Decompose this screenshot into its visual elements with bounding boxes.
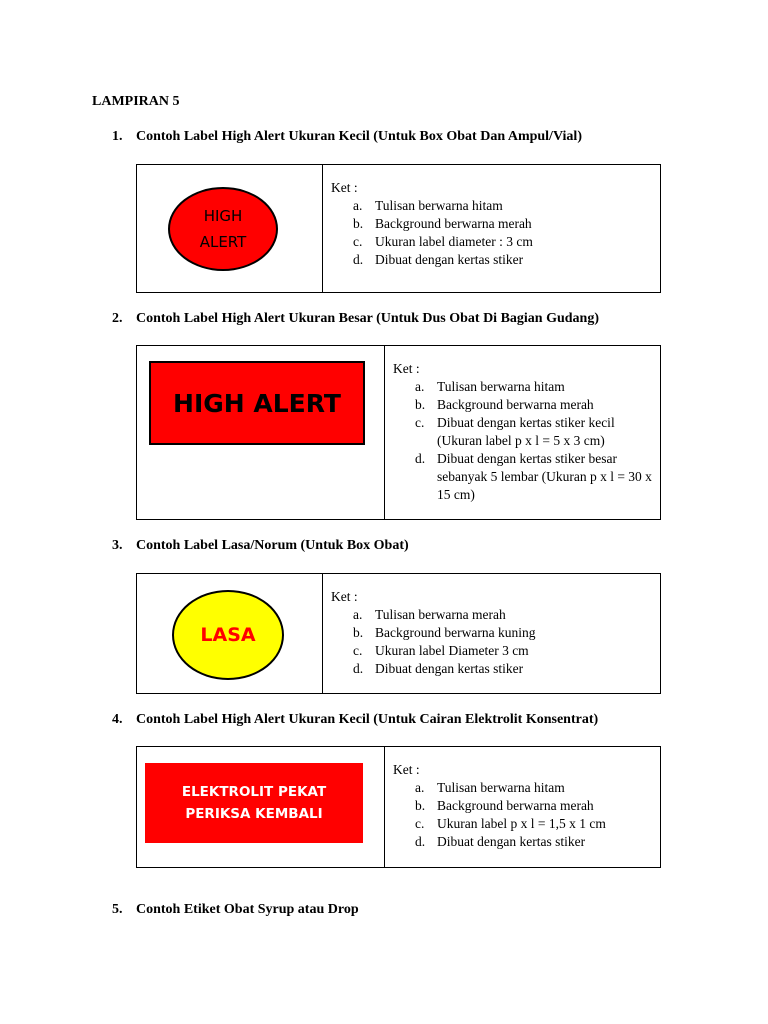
label-sample-cell [137,747,385,867]
high-alert-rect-label [149,361,365,445]
ket-item [353,215,652,233]
ket-marker: a. [353,607,363,622]
section-heading-text: Contoh Label High Alert Ukuran Kecil (Untuk Box Obat Dan Ampul/Vial) [136,129,582,144]
ket-marker: b. [415,397,426,412]
label-sample-cell [137,574,323,693]
lasa-oval-label [172,590,284,680]
ket-label: Ket : [393,361,420,376]
ket-label: Ket : [331,180,358,195]
label-table-3 [136,573,661,694]
ket-text: Tulisan berwarna hitam [437,379,565,394]
ket-item [353,197,652,215]
ket-text: Tulisan berwarna hitam [375,198,503,213]
ket-text: Dibuat dengan kertas stiker [437,834,586,849]
section-number: 3. [112,538,123,553]
ket-cell [323,574,660,693]
section-heading-text: Contoh Label High Alert Ukuran Kecil (Untuk Cairan Elektrolit Konsentrat) [136,712,599,727]
ket-label: Ket : [393,762,420,777]
ket-marker: c. [353,234,363,249]
ket-text: Background berwarna kuning [375,625,536,640]
section-heading-text: Contoh Label Lasa/Norum (Untuk Box Obat) [136,538,409,553]
ket-item [353,251,652,269]
section-5-heading [112,902,359,918]
ket-marker: c. [415,415,425,430]
ket-marker: a. [415,379,425,394]
ket-list [331,606,652,678]
ket-marker: b. [353,625,364,640]
ket-list [393,779,652,851]
ket-text: Background berwarna merah [437,397,594,412]
label-sample-cell [137,165,323,292]
section-number: 5. [112,902,123,917]
section-heading-text: Contoh Label High Alert Ukuran Besar (Untuk Dus Obat Di Bagian Gudang) [136,311,599,326]
ket-marker: a. [415,780,425,795]
ket-item [415,797,652,815]
ket-marker: a. [353,198,363,213]
label-line-2: ALERT [199,233,247,251]
label-line-1: ELEKTROLIT PEKAT [181,784,327,800]
section-4-heading [112,712,598,728]
ket-item [415,833,652,851]
label-line-2: PERIKSA KEMBALI [185,806,323,822]
ket-cell [385,747,660,867]
ket-cell [385,346,660,519]
document-title: LAMPIRAN 5 [92,94,180,109]
ket-item [353,233,652,251]
ket-item [353,642,652,660]
ket-marker: d. [415,834,426,849]
ket-item [353,660,652,678]
ket-marker: d. [353,661,364,676]
ket-label: Ket : [331,589,358,604]
section-number: 2. [112,311,123,326]
label-line-1: HIGH [203,207,243,225]
ket-item [415,450,652,504]
ket-item [415,779,652,797]
ket-marker: d. [415,451,426,466]
ket-text: Dibuat dengan kertas stiker [375,252,524,267]
ket-text: Tulisan berwarna merah [375,607,506,622]
ket-item [353,606,652,624]
ket-text: Tulisan berwarna hitam [437,780,565,795]
label-table-1 [136,164,661,293]
label-table-4 [136,746,661,868]
ket-text: Background berwarna merah [437,798,594,813]
ket-item [415,396,652,414]
ket-cell [323,165,660,292]
ket-list [331,197,652,269]
label-table-2 [136,345,661,520]
label-sample-cell [137,346,385,519]
ket-item [415,815,652,833]
section-1-heading [112,129,582,145]
ket-item [415,378,652,396]
ket-marker: d. [353,252,364,267]
ket-list [393,378,652,504]
label-line-1: HIGH ALERT [173,388,341,418]
ket-text: Dibuat dengan kertas stiker besar sebanyak 5 lembar (Ukuran p x l = 30 x 15 cm) [437,451,652,502]
ket-text: Background berwarna merah [375,216,532,231]
section-number: 4. [112,712,123,727]
section-heading-text: Contoh Etiket Obat Syrup atau Drop [136,902,359,917]
ket-marker: c. [353,643,363,658]
ket-text: Ukuran label p x l = 1,5 x 1 cm [437,816,606,831]
ket-text: Dibuat dengan kertas stiker kecil (Ukuran label p x l = 5 x 3 cm) [437,415,615,448]
elektrolit-pekat-label [145,763,363,843]
ket-text: Ukuran label diameter : 3 cm [375,234,533,249]
label-line-1: LASA [200,624,256,646]
ket-item [415,414,652,450]
section-2-heading [112,311,599,327]
section-number: 1. [112,129,123,144]
ket-text: Dibuat dengan kertas stiker [375,661,524,676]
ket-marker: b. [415,798,426,813]
ket-marker: c. [415,816,425,831]
high-alert-oval-label [168,187,278,271]
ket-item [353,624,652,642]
ket-marker: b. [353,216,364,231]
section-3-heading [112,538,409,554]
ket-text: Ukuran label Diameter 3 cm [375,643,529,658]
